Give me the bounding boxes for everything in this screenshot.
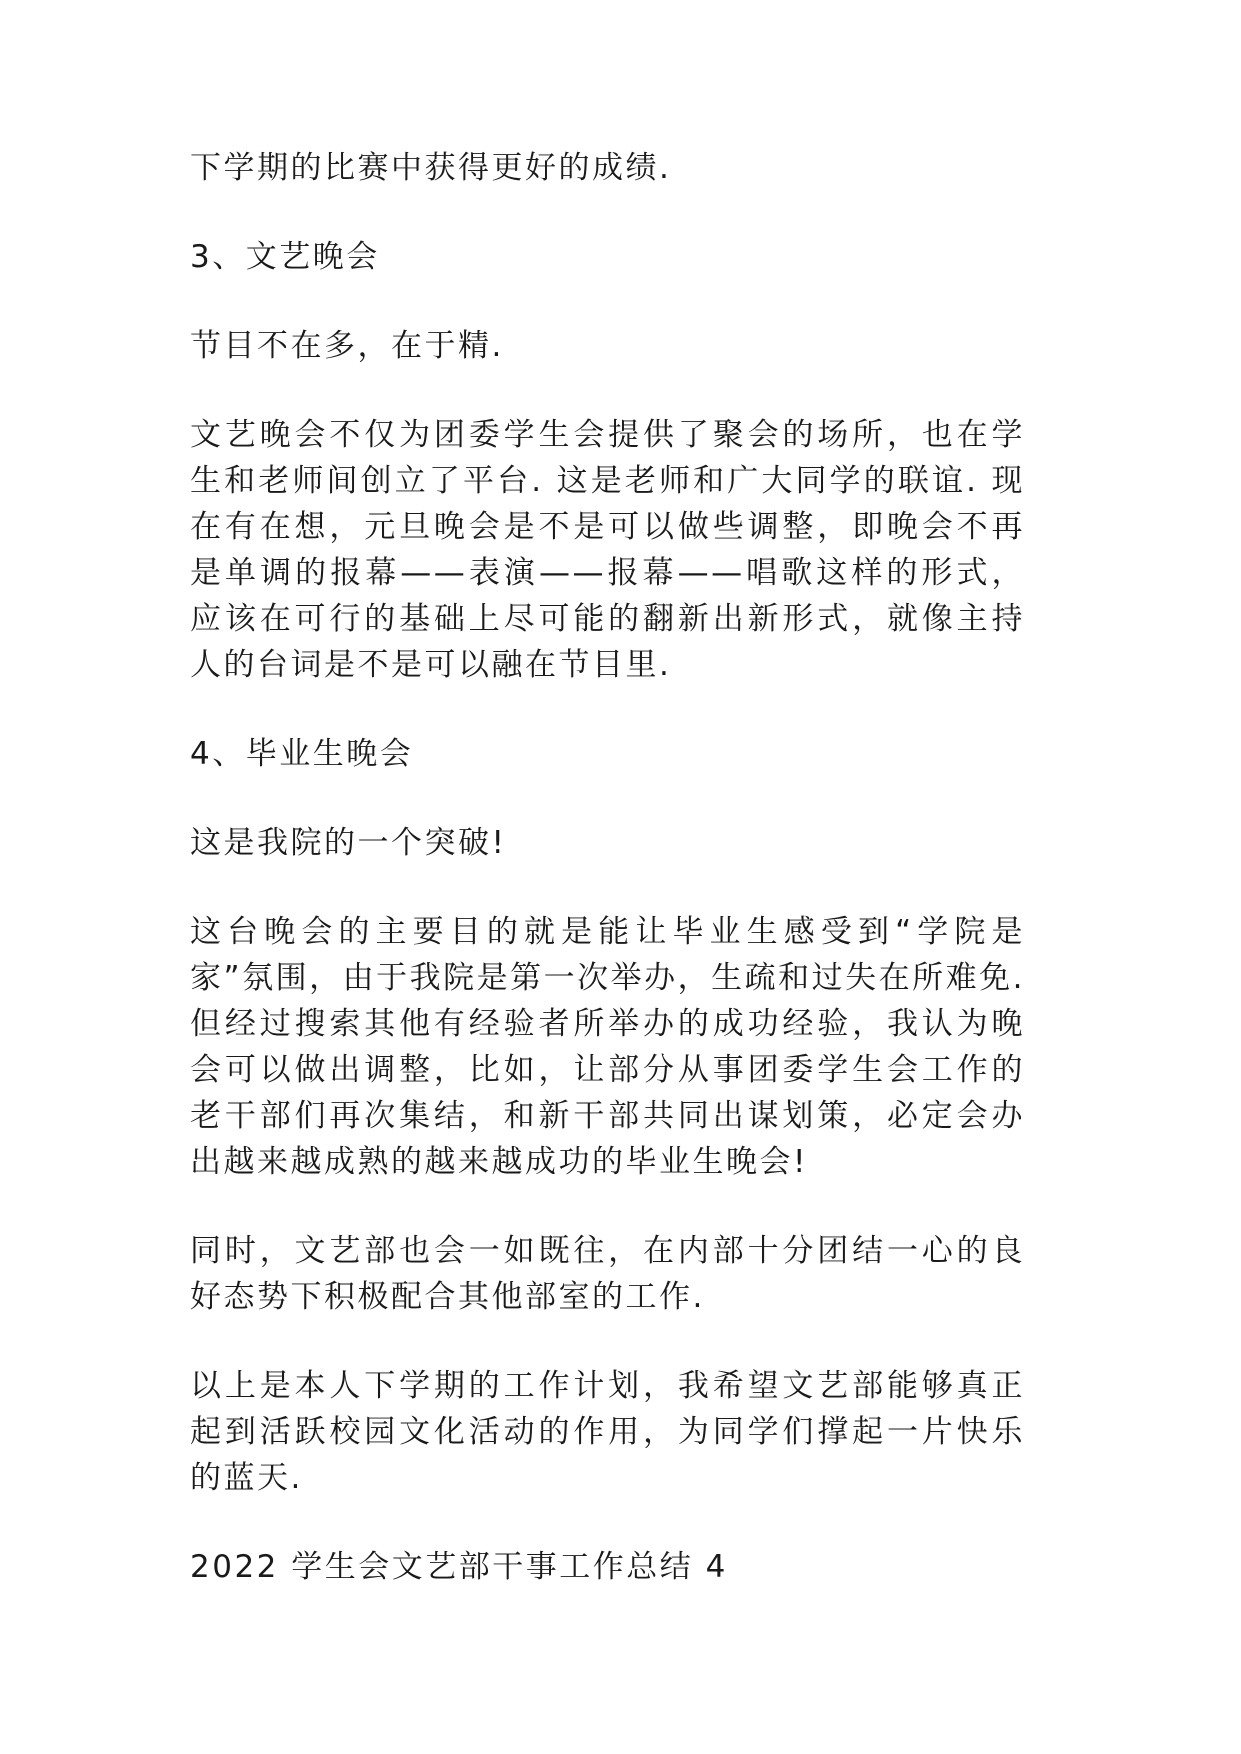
document-body (190, 145, 1025, 1633)
paragraph-continuation: 下学期的比赛中获得更好的成绩. (190, 150, 672, 186)
section-heading-gala: 3、文艺晚会 (190, 239, 380, 275)
document-title-next: 2022 学生会文艺部干事工作总结 4 (190, 1549, 728, 1585)
section-heading-graduation-gala: 4、毕业生晚会 (190, 736, 414, 772)
paragraph-graduation-description: 这台晚会的主要目的就是能让毕业生感受到“学院是家”氛围，由于我院是第一次举办，生疏和过失在所难免. 但经过搜索其他有经验者所举办的成功经验，我认为晚会可以做出调整，比如，让部分从事团委学生会工作的老干部们再次集结，和新干部共同出谋划策，必定会办出越来越成熟的越来越成功的毕业生晚会! (190, 914, 1025, 1180)
paragraph-cooperation: 同时，文艺部也会一如既往，在内部十分团结一心的良好态势下积极配合其他部室的工作. (190, 1233, 1025, 1315)
paragraph-gala-description: 文艺晚会不仅为团委学生会提供了聚会的场所，也在学生和老师间创立了平台. 这是老师和广大同学的联谊. 现在有在想，元旦晚会是不是可以做些调整，即晚会不再是单调的报幕——表演——报幕——唱歌这样的形式，应该在可行的基础上尽可能的翻新出新形式，就像主持人的台词是不是可以融在节目里. (190, 417, 1025, 683)
paragraph-conclusion: 以上是本人下学期的工作计划，我希望文艺部能够真正起到活跃校园文化活动的作用，为同学们撑起一片快乐的蓝天. (190, 1368, 1025, 1496)
paragraph-breakthrough: 这是我院的一个突破! (190, 825, 507, 861)
paragraph-motto: 节目不在多，在于精. (190, 328, 504, 364)
